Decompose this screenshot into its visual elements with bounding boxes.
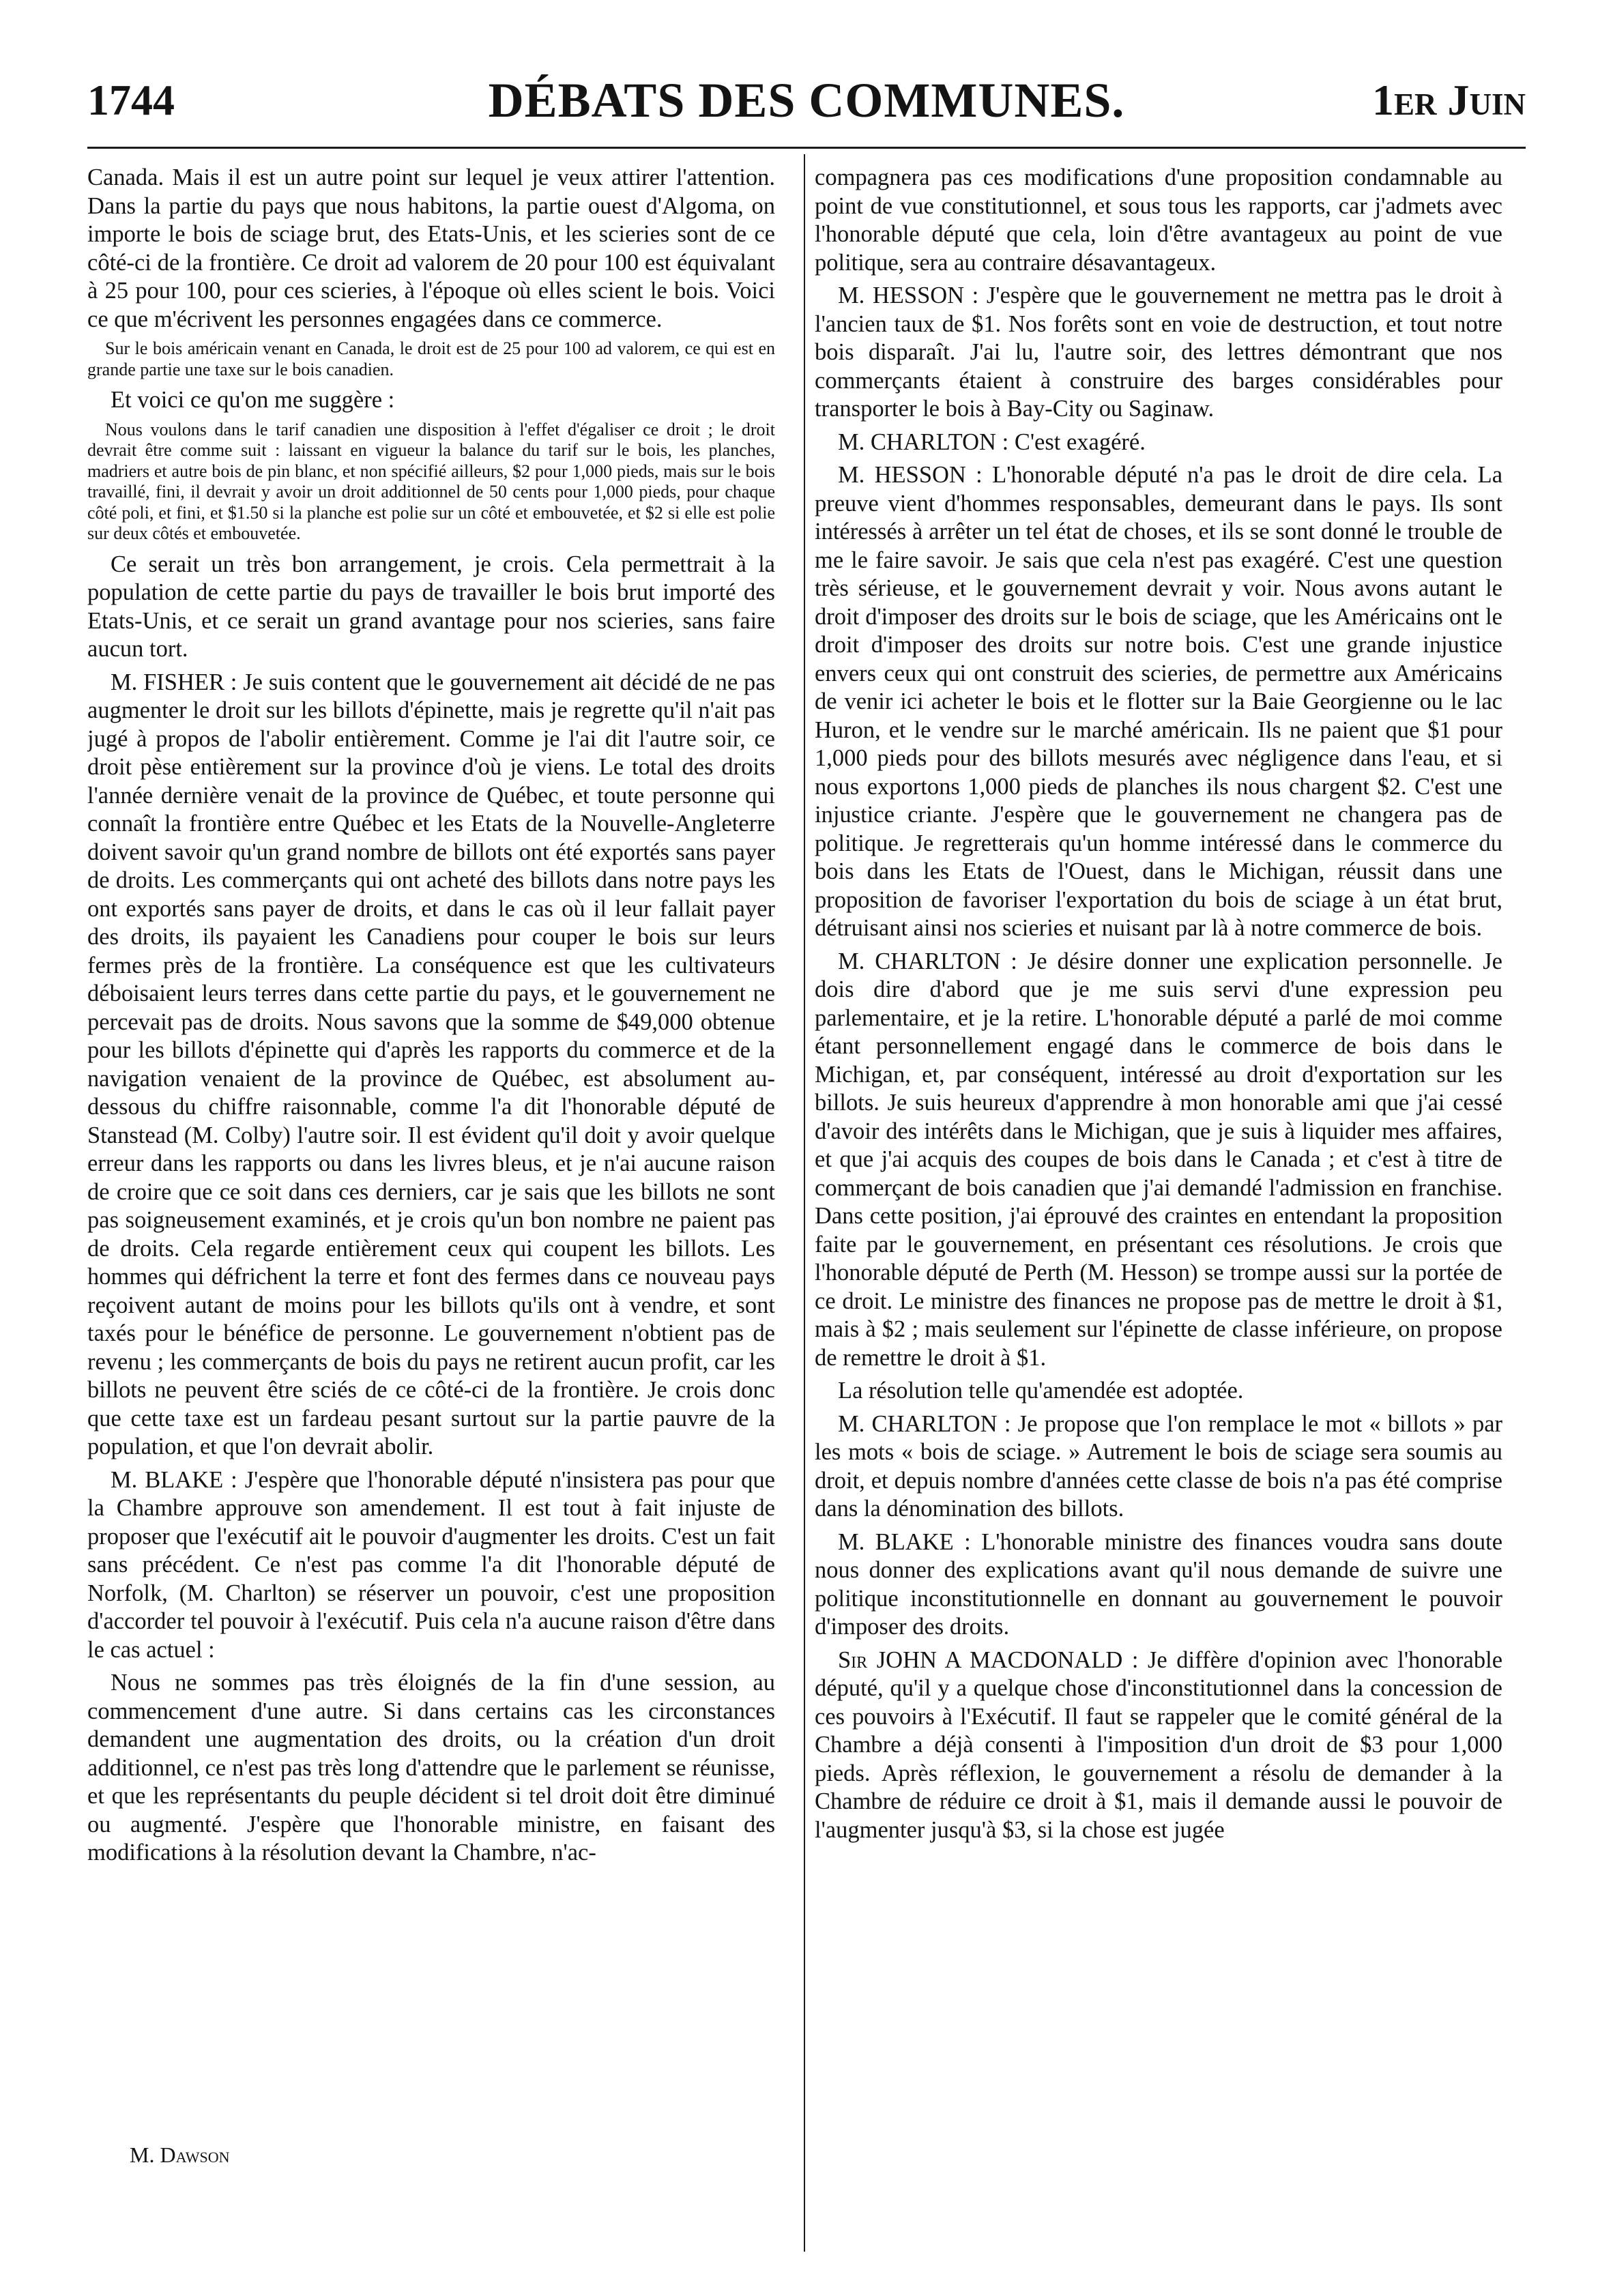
speaker-name: M. CHARLTON : bbox=[838, 428, 1009, 455]
right-column bbox=[815, 164, 1502, 2252]
speech-macdonald: Sir JOHN A MACDONALD : Je diffère d'opinion avec l'honorable député, qu'il y a quelque chose d'inconstitutionnel dans la concession de ces pouvoirs à l'Exécutif. Il faut se rappeler que le comité général de la Chambre a déjà consenti à l'imposition d'un droit de $3 pour 1,000 pieds. Après réflexion, le gouvernement a résolu de demander à la Chambre de réduire ce droit à $1, mais il demande aussi le pouvoir de l'augmenter jusqu'à $3, si la chose est jugée bbox=[815, 1646, 1502, 1843]
speaker-name: M. CHARLTON : bbox=[838, 1410, 1011, 1437]
speech-blake: M. BLAKE : J'espère que l'honorable député n'insistera pas pour que la Chambre approuve son amendement. Il est tout à fait injuste de proposer que l'exécutif ait le pouvoir d'augmenter les droits. C'est un fait sans précédent. Ce n'est pas comme l'a dit l'honorable député de Norfolk, (M. Charlton) se réserver un pouvoir, c'est une proposition d'accorder tel pouvoir à l'exécutif. Puis cela n'a aucune raison d'être dans le cas actuel : bbox=[87, 1466, 775, 1663]
speaker-name: M. BLAKE : bbox=[838, 1528, 971, 1555]
page-number: 1744 bbox=[87, 76, 175, 124]
quoted-letter: Sur le bois américain venant en Canada, le droit est de 25 pour 100 ad valorem, ce qui est en grande partie une taxe sur le bois canadien. bbox=[87, 338, 775, 379]
page-header bbox=[87, 63, 1526, 145]
speaker-name: M. HESSON : bbox=[838, 282, 979, 308]
speaker-name: M. CHARLTON : bbox=[838, 948, 1017, 974]
paragraph: Et voici ce qu'on me suggère : bbox=[111, 387, 395, 413]
speech-charlton: M. CHARLTON : Je propose que l'on remplace le mot « billots » par les mots « bois de sciage. » Autrement le bois de sciage sera soumis au droit, et depuis nombre d'années cette classe de bois n'a pas été comprise dans la dénomination des billots. bbox=[815, 1410, 1502, 1522]
paragraph: Ce serait un très bon arrangement, je crois. Cela permettrait à la population de cette partie du pays de travailler le bois brut importé des Etats-Unis, et ce serait un grand avantage pour nos scieries, sans faire aucun tort. bbox=[87, 551, 775, 662]
speech-hesson: M. HESSON : L'honorable député n'a pas le droit de dire cela. La preuve vient d'hommes responsables, demeurant dans le pays. Ils sont intéressés à arrêter un tel état de choses, et ils se sont donné le trouble de me le faire savoir. Je sais que cela n'est pas exagéré. C'est une question très sérieuse, et le gouvernement devrait y voir. Nous avons autant le droit d'imposer des droits sur le bois de sciage, que les Américains ont le droit d'imposer des droits sur notre bois. C'est une grande injustice envers ceux qui ont construit des scieries, de permettre aux Américains de venir ici acheter le bois et le flotter sur la Baie Georgienne ou le lac Huron, et le vendre sur le marché américain. Ils ne paient que $1 pour 1,000 pieds pour des billots mesurés avec négligence dans l'eau, et si nous exportons 1,000 pieds de planches ils nous chargent $2. C'est une injustice criante. J'espère que le gouvernement ne changera pas de politique. Je regretterais qu'un homme intéressé dans le commerce du bois dans les Etats de l'Ouest, dans le Michigan, réussit dans une proposition de favoriser l'exportation du bois de sciage à un état brut, détruisant ainsi nos scieries et nuisant par là à notre commerce de bois. bbox=[815, 462, 1502, 941]
speech-hesson: M. HESSON : J'espère que le gouvernement ne mettra pas le droit à l'ancien taux de $1. Nos forêts sont en voie de destruction, et tout notre bois disparaît. J'ai lu, l'autre soir, des lettres démontrant que nos commerçants étaient à construire des barges considérables pour transporter le bois à Bay-City ou Saginaw. bbox=[815, 282, 1502, 422]
header-rule bbox=[87, 147, 1526, 149]
catchword: M. Dawson bbox=[130, 2142, 230, 2167]
running-date: 1er Juin bbox=[1371, 76, 1526, 124]
paragraph: Canada. Mais il est un autre point sur lequel je veux attirer l'attention. Dans la partie du pays que nous habitons, la partie ouest d'Algoma, on importe le bois de sciage brut, des Etats-Unis, et les scieries sont de ce côté-ci de la frontière. Ce droit ad valorem de 20 pour 100 est équivalant à 25 pour 100, pour ces scieries, à l'époque où elles scient le bois. Voici ce que m'écrivent les personnes engagées dans ce commerce. bbox=[87, 164, 775, 332]
speaker-name: M. HESSON : bbox=[838, 462, 983, 488]
quoted-suggestion: Nous voulons dans le tarif canadien une disposition à l'effet d'égaliser ce droit ; le droit devrait être comme suit : laissant en vigueur la balance du tarif sur le bois, les planches, madriers et autre bois de pin blanc, et non spécifié ailleurs, $2 pour 1,000 pieds, mais sur le bois travaillé, fini, il devrait y avoir un droit additionnel de 50 cents pour 1,000 pieds, pour chaque côté poli, et fini, et $1.50 si la planche est polie sur un côté et embouvetée, et $2 si elle est polie sur deux côtés et embouvetée. bbox=[87, 419, 775, 543]
paragraph: Nous ne sommes pas très éloignés de la fin d'une session, au commencement d'une autre. Si dans certains cas les circonstances demandent une augmentation des droits, ou la création d'un droit additionnel, ce n'est pas très long d'attendre que le parlement se réunisse, et que les représentants du peuple décident si tel droit doit être diminué ou augmenté. J'espère que l'honorable ministre, en faisant des modifications à la résolution devant la Chambre, n'ac- bbox=[87, 1670, 775, 1865]
column-divider bbox=[804, 154, 805, 2252]
speech-fisher: M. FISHER : Je suis content que le gouvernement ait décidé de ne pas augmenter le droit sur les billots d'épinette, mais je regrette qu'il n'ait pas jugé à propos de l'abolir entièrement. Comme je l'ai dit l'autre soir, ce droit pèse entièrement sur la province d'où je viens. Le total des droits l'année dernière venait de la province de Québec, et toute personne qui connaît la frontière entre Québec et les Etats de la Nouvelle-Angleterre doivent savoir qu'un grand nombre de billots ont été exportés sans payer de droits. Les commerçants qui ont acheté des billots dans notre pays les ont exportés sans payer de droits, et dans le cas où il leur fallait payer des droits, ils payaient les Canadiens pour couper le bois sur leurs fermes près de la frontière. La conséquence est que les cultivateurs déboisaient leurs terres dans cette partie du pays, et le gouvernement ne percevait pas de droits. Nous savons que la somme de $49,000 obtenue pour les billots d'épinette qui d'après les rapports du commerce et de la navigation venaient de la province de Québec, est absolument au-dessous du chiffre raisonnable, comme l'a dit l'honorable député de Stanstead (M. Colby) l'autre soir. Il est évident qu'il doit y avoir quelque erreur dans les rapports ou dans les livres bleus, et je n'ai aucune raison de croire que ce soit dans ces derniers, car je sais que les billots ne sont pas soigneusement examinés, et je crois qu'un bon nombre ne paient pas de droits. Cela regarde entièrement ceux qui coupent les billots. Les hommes qui défrichent la terre et font des fermes dans ce nouveau pays reçoivent autant de moins pour les billots qu'ils ont à vendre, et sont taxés pour le bénéfice de personne. Le gouvernement n'obtient pas de revenu ; les commerçants de bois du pays ne retirent aucun profit, car les billots ne peuvent être sciés de ce côté-ci de la frontière. Je crois donc que cette taxe est un fardeau pesant surtout sur la partie pauvre de la population, et que l'on devrait abolir. bbox=[87, 669, 775, 1459]
left-column bbox=[87, 164, 775, 2252]
running-title: DÉBATS DES COMMUNES. bbox=[488, 73, 1125, 128]
speech-charlton: M. CHARLTON : Je désire donner une explication personnelle. Je dois dire d'abord que je me suis servi d'une expression peu parlementaire, et je la retire. L'honorable député a parlé de moi comme étant personnellement engagé dans le commerce de bois dans le Michigan, et, par conséquent, intéressé au droit d'exportation sur les billots. Je suis heureux d'apprendre à mon honorable ami que j'ai cessé d'avoir des intérêts dans le Michigan, que je suis à liquider mes affaires, et que j'ai acquis des coupes de bois dans le Canada ; et c'est à titre de commerçant de bois canadien que j'ai demandé l'admission en franchise. Dans cette position, j'ai éprouvé des craintes en entendant la proposition faite par le gouvernement, en présentant ces résolutions. Je crois que l'honorable député de Perth (M. Hesson) se trompe aussi sur la portée de ce droit. Le ministre des finances ne propose pas de mettre le droit à $1, mais à $2 ; mais seulement sur l'épinette de classe inférieure, on propose de remettre le droit à $1. bbox=[815, 948, 1502, 1371]
speaker-name: M. BLAKE : bbox=[111, 1466, 237, 1493]
speaker-name: Sir JOHN A MACDONALD : bbox=[838, 1646, 1139, 1673]
speaker-name: M. FISHER : bbox=[111, 669, 237, 695]
speech-charlton: M. CHARLTON : C'est exagéré. bbox=[838, 428, 1146, 455]
resolution-adopted: La résolution telle qu'amendée est adoptée. bbox=[838, 1378, 1244, 1404]
paragraph: compagnera pas ces modifications d'une proposition condamnable au point de vue constitutionnel, et sous tous les rapports, car j'admets avec l'honorable député que cela, loin d'être avantageux au point de vue politique, sera au contraire désavantageux. bbox=[815, 164, 1502, 276]
speech-blake: M. BLAKE : L'honorable ministre des finances voudra sans doute nous donner des explications avant qu'il nous demande de suivre une politique inconstitutionnelle en donnant au gouvernement le pouvoir d'imposer des droits. bbox=[815, 1528, 1502, 1640]
